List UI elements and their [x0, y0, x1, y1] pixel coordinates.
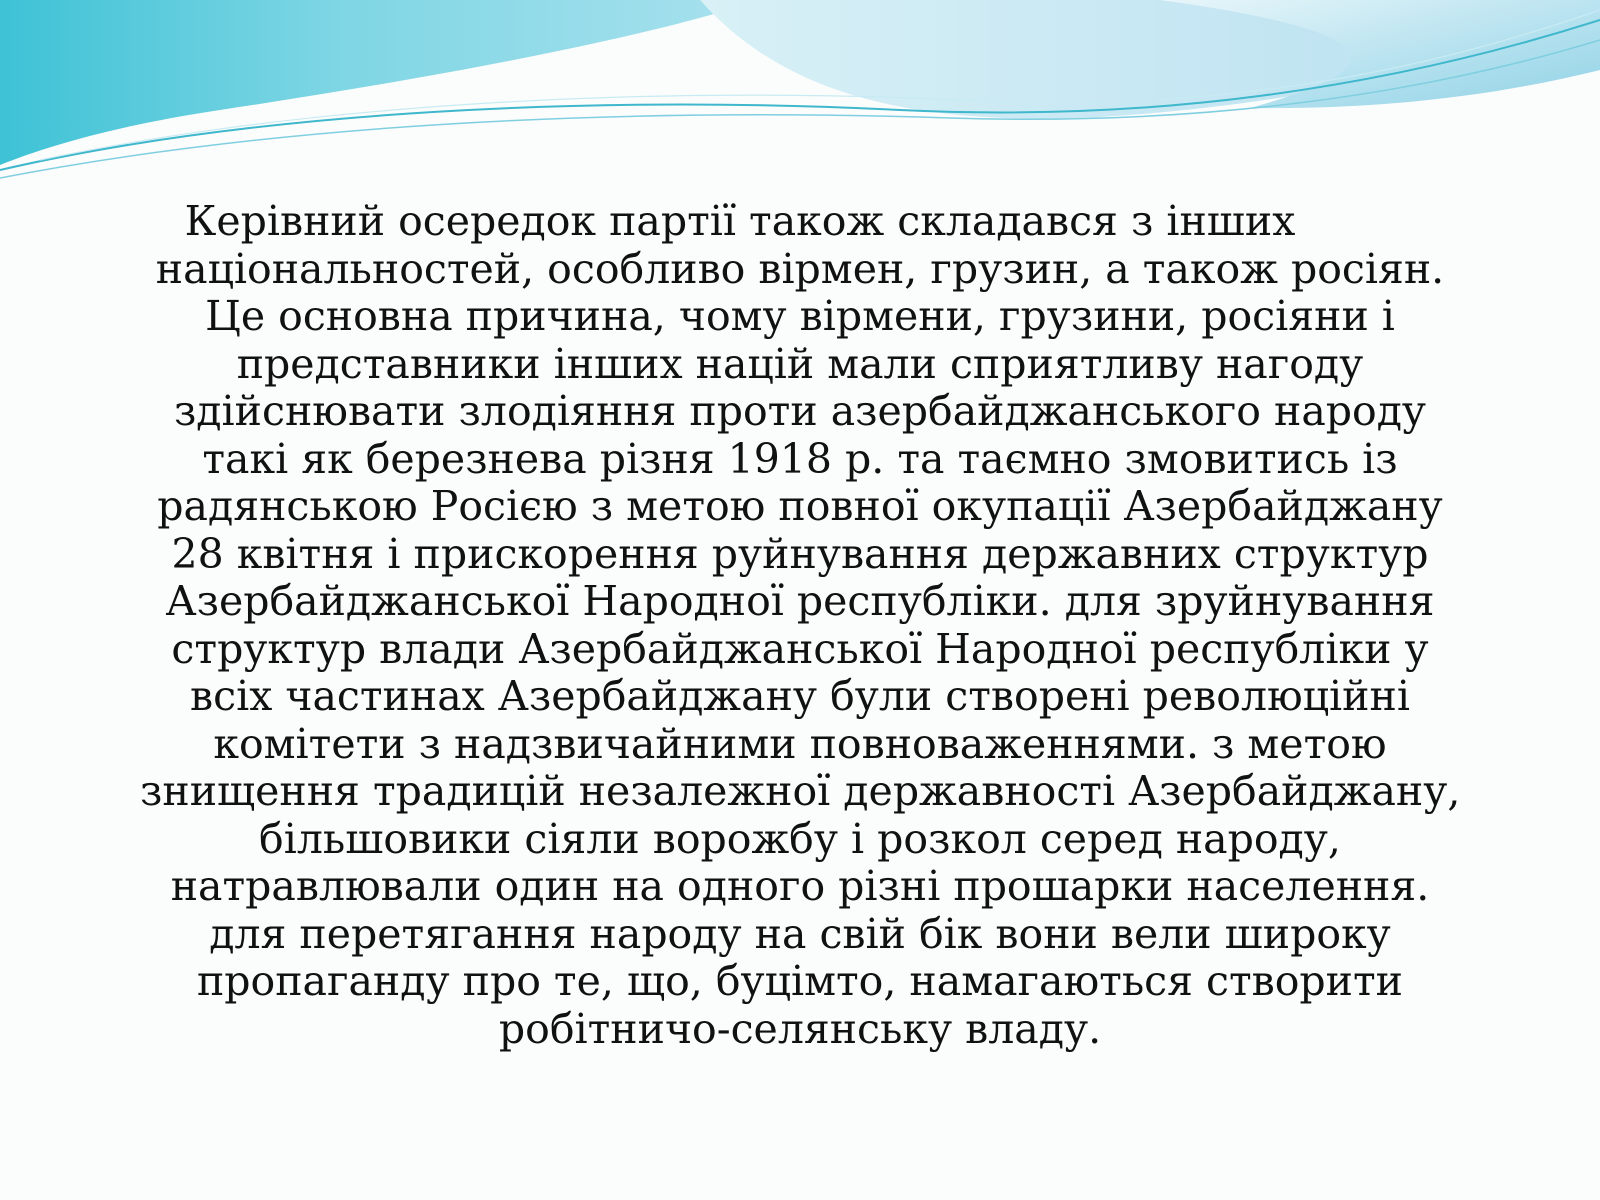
text-line: національностей, особливо вірмен, грузин, а також росіян.: [155, 244, 1445, 293]
text-line: радянською Росією з метою повної окупації Азербайджану: [157, 482, 1443, 530]
text-line: представники інших націй мали сприятливу нагоду: [236, 339, 1364, 388]
text-line: знищення традицій незалежної державності Азербайджану,: [140, 767, 1461, 815]
text-line: всіх частинах Азербайджану були створені революційні: [190, 672, 1410, 720]
slide-body-text: [140, 198, 1460, 1053]
text-line: пропаганду про те, що, буцімто, намагаються створити: [196, 957, 1404, 1005]
text-line: Це основна причина, чому вірмени, грузини, росіяни і: [205, 292, 1395, 340]
text-line: більшовики сіяли ворожбу і розкол серед народу,: [259, 814, 1341, 863]
text-line: 28 квітня і прискорення руйнування державних структур: [171, 529, 1429, 578]
wave-header-decoration: [0, 0, 1600, 190]
text-line: здійснювати злодіяння проти азербайджанського народу: [173, 387, 1427, 435]
text-line: робітничо-селянську владу.: [498, 1004, 1102, 1053]
text-line: комітети з надзвичайними повноваженнями. з метою: [213, 719, 1387, 768]
text-line: натравлювали один на одного різні прошарки населення.: [170, 862, 1430, 910]
text-line: такі як березнева різня 1918 р. та таємно змовитись із: [202, 434, 1398, 483]
text-line: структур влади Азербайджанської Народної республіки у: [171, 624, 1429, 673]
text-line: для перетягання народу на свій бік вони вели широку: [209, 909, 1391, 958]
text-line: Керівний осередок партії також складався з інших: [184, 197, 1296, 245]
wave-band-teal: [0, 0, 760, 165]
text-line: Азербайджанської Народної республіки. для зруйнування: [165, 577, 1435, 625]
